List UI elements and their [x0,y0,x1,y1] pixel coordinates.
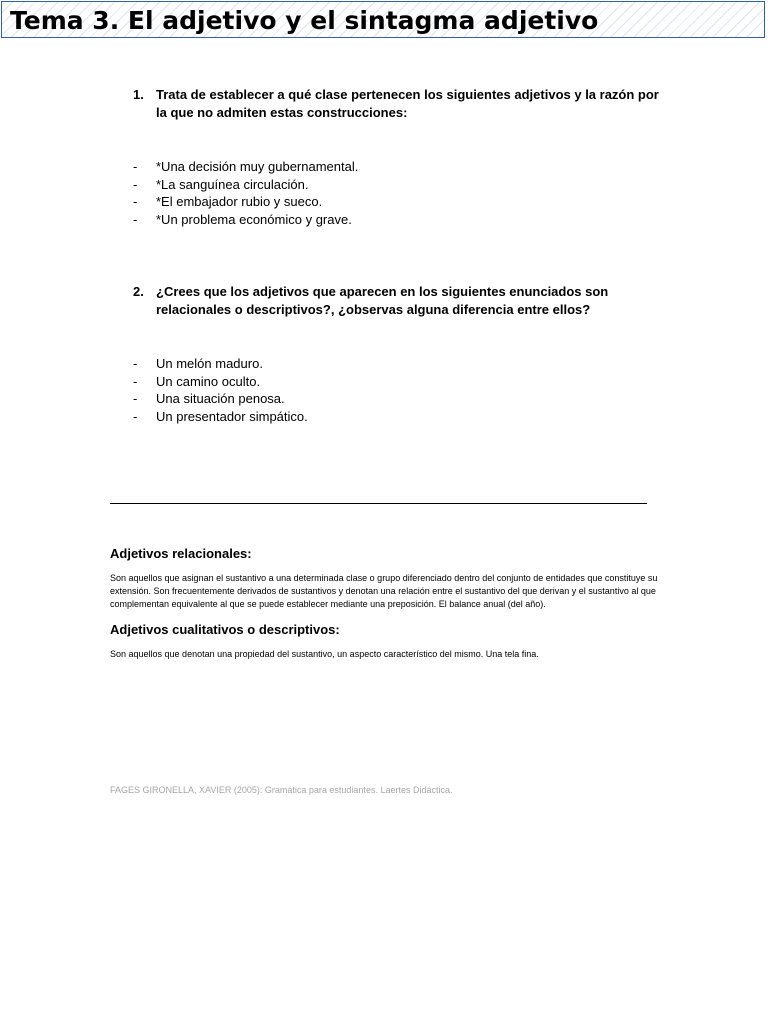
question-number: 1. [133,87,144,102]
section-body-relacionales: Son aquellos que asignan el sustantivo a una determinada clase o grupo diferenciado dentro del conjunto de entidades que constituye su extensión. Son frecuentemente derivados de sustantivos y denotan una relación entre el sustantivo del que derivan y el sustantivo al que complementan equivalente al que se puede establecer mediante una preposición. El balance anual (del año). [110,573,658,609]
question-1 [133,86,663,122]
question-text: ¿Crees que los adjetivos que aparecen en los siguientes enunciados son relacionales o descriptivos?, ¿observas alguna diferencia entre ellos? [156,284,609,317]
example-list-2 [133,355,663,425]
question-number: 2. [133,284,144,299]
list-item: - Una situación penosa. [133,391,285,406]
bibliography-credit: FAGES GIRONELLA, XAVIER (2005): Gramática para estudiantes. Laertes Didáctica. [110,785,453,795]
question-text: Trata de establecer a qué clase pertenecen los siguientes adjetivos y la razón por la que no admiten estas construcciones: [156,87,659,120]
question-2 [133,283,663,319]
list-item: - *Un problema económico y grave. [133,211,352,227]
list-item: - Un camino oculto. [133,373,261,389]
example-list-1 [133,158,663,228]
list-item: - *La sanguínea circulación. [133,176,309,192]
horizontal-divider [110,503,647,504]
page-title: Tema 3. El adjetivo y el sintagma adjetivo [10,6,599,35]
list-item: - *El embajador rubio y sueco. [133,194,323,209]
title-bar [1,1,765,38]
section-heading-cualitativos: Adjetivos cualitativos o descriptivos: [110,622,340,637]
list-item: - Un presentador simpático. [133,408,308,424]
list-item: - *Una decisión muy gubernamental. [133,159,359,174]
section-body-cualitativos: Son aquellos que denotan una propiedad del sustantivo, un aspecto característico del mismo. Una tela fina. [110,649,539,659]
list-item: - Un melón maduro. [133,356,263,371]
section-heading-relacionales: Adjetivos relacionales: [110,546,252,561]
